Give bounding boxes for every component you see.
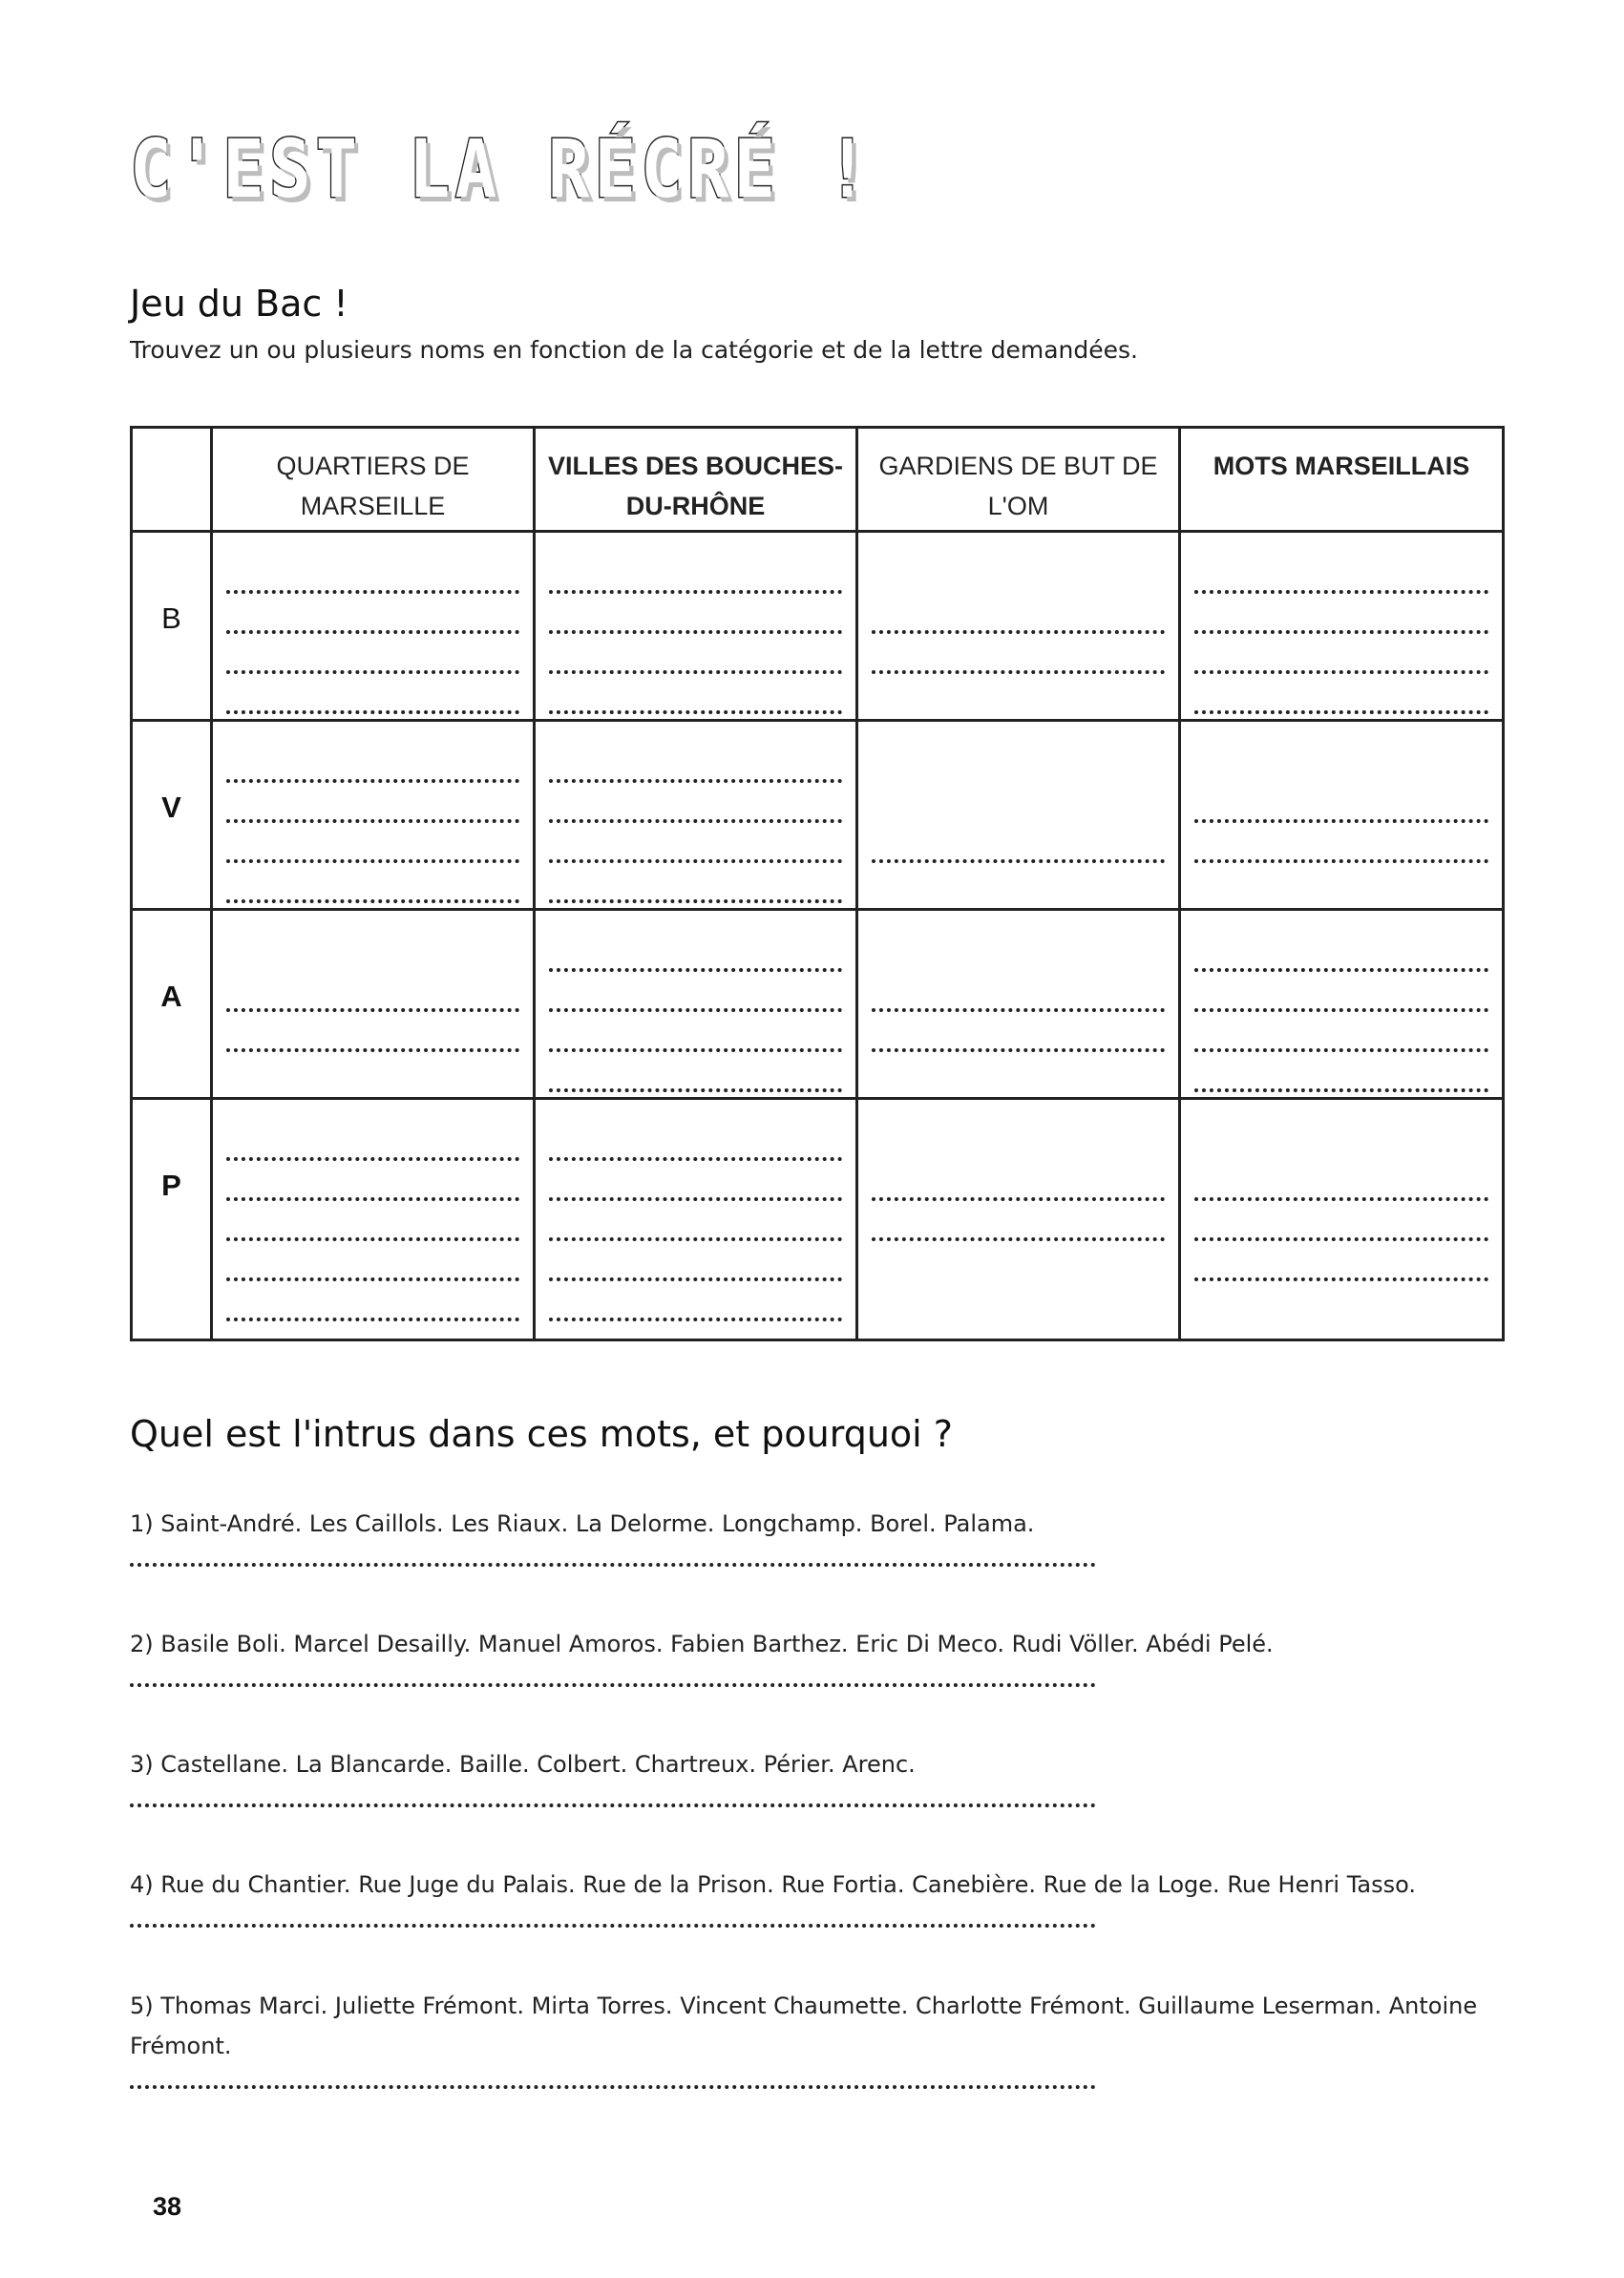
dotted-answer-line[interactable] <box>226 634 519 674</box>
answer-cell[interactable] <box>535 532 857 721</box>
line-spacer <box>226 932 519 972</box>
dotted-answer-line[interactable] <box>226 1012 519 1052</box>
dotted-answer-line[interactable] <box>226 743 519 783</box>
column-header-quartiers: QUARTIERS DE MARSEILLE <box>212 428 535 532</box>
bac-heading: Jeu du Bac ! <box>130 283 348 325</box>
dotted-answer-line[interactable] <box>1194 1241 1488 1281</box>
answer-cell[interactable] <box>1180 910 1504 1099</box>
answer-cell[interactable] <box>535 910 857 1099</box>
answer-cell[interactable] <box>1180 1099 1504 1340</box>
dotted-answer-line[interactable] <box>226 823 519 863</box>
answer-cell[interactable] <box>212 721 535 910</box>
dotted-answer-line[interactable] <box>549 783 842 823</box>
bac-instructions: Trouvez un ou plusieurs noms en fonction de la catégorie et de la lettre demandées. <box>130 336 1138 364</box>
dotted-answer-line[interactable] <box>1194 674 1488 714</box>
dotted-answer-line[interactable] <box>549 932 842 972</box>
corner-cell <box>132 428 212 532</box>
intrus-heading: Quel est l'intrus dans ces mots, et pourquoi ? <box>130 1413 953 1455</box>
dotted-answer-line[interactable] <box>549 1201 842 1241</box>
dotted-answer-line[interactable] <box>549 674 842 714</box>
dotted-answer-line[interactable] <box>226 554 519 594</box>
dotted-answer-line[interactable] <box>1194 554 1488 594</box>
page-number: 38 <box>153 2192 182 2221</box>
bac-header-row <box>132 428 1504 532</box>
intrus-question-text: 5) Thomas Marci. Juliette Frémont. Mirta Torres. Vincent Chaumette. Charlotte Frémont. Guillaume Leserman. Antoine Frémont. <box>130 1993 1478 2059</box>
answer-cell[interactable] <box>535 721 857 910</box>
answer-cell[interactable] <box>1180 721 1504 910</box>
intrus-question-text: 3) Castellane. La Blancarde. Baille. Colbert. Chartreux. Périer. Arenc. <box>130 1751 916 1778</box>
dotted-answer-line[interactable] <box>549 554 842 594</box>
line-spacer <box>872 743 1165 783</box>
dotted-answer-line[interactable] <box>549 743 842 783</box>
line-spacer <box>1194 1121 1488 1161</box>
answer-cell[interactable] <box>857 721 1180 910</box>
row-letter: A <box>132 910 212 1099</box>
dotted-answer-line[interactable] <box>226 674 519 714</box>
answer-cell[interactable] <box>212 1099 535 1340</box>
bac-row <box>132 532 1504 721</box>
page-title: C'EST LA RÉCRÉ ! <box>130 122 874 216</box>
line-spacer <box>872 1121 1165 1161</box>
dotted-answer-line[interactable] <box>872 1201 1165 1241</box>
dotted-answer-line[interactable] <box>549 1281 842 1321</box>
intrus-question <box>130 1865 1495 1928</box>
dotted-answer-line[interactable] <box>549 972 842 1012</box>
dotted-answer-line[interactable] <box>1194 1201 1488 1241</box>
dotted-answer-line[interactable] <box>549 1241 842 1281</box>
answer-line[interactable] <box>130 2066 1096 2089</box>
dotted-answer-line[interactable] <box>226 972 519 1012</box>
answer-line[interactable] <box>130 1544 1096 1567</box>
dotted-answer-line[interactable] <box>226 1201 519 1241</box>
column-header-gardiens: GARDIENS DE BUT DE L'OM <box>857 428 1180 532</box>
row-letter: V <box>132 721 212 910</box>
bac-table <box>130 426 1505 1341</box>
intrus-question <box>130 1744 1495 1807</box>
dotted-answer-line[interactable] <box>549 1121 842 1161</box>
dotted-answer-line[interactable] <box>1194 823 1488 863</box>
intrus-question <box>130 1986 1495 2089</box>
dotted-answer-line[interactable] <box>549 1012 842 1052</box>
dotted-answer-line[interactable] <box>549 1052 842 1092</box>
dotted-answer-line[interactable] <box>226 594 519 634</box>
dotted-answer-line[interactable] <box>226 1161 519 1201</box>
dotted-answer-line[interactable] <box>226 783 519 823</box>
dotted-answer-line[interactable] <box>226 1241 519 1281</box>
bac-row <box>132 1099 1504 1340</box>
dotted-answer-line[interactable] <box>1194 1012 1488 1052</box>
dotted-answer-line[interactable] <box>872 1012 1165 1052</box>
line-spacer <box>1194 743 1488 783</box>
dotted-answer-line[interactable] <box>872 823 1165 863</box>
answer-cell[interactable] <box>212 910 535 1099</box>
dotted-answer-line[interactable] <box>872 972 1165 1012</box>
dotted-answer-line[interactable] <box>226 863 519 903</box>
dotted-answer-line[interactable] <box>549 594 842 634</box>
line-spacer <box>872 554 1165 594</box>
dotted-answer-line[interactable] <box>549 823 842 863</box>
dotted-answer-line[interactable] <box>549 634 842 674</box>
intrus-question-text: 2) Basile Boli. Marcel Desailly. Manuel Amoros. Fabien Barthez. Eric Di Meco. Rudi Völler. Abédi Pelé. <box>130 1631 1274 1657</box>
dotted-answer-line[interactable] <box>1194 783 1488 823</box>
bac-row <box>132 910 1504 1099</box>
answer-cell[interactable] <box>1180 532 1504 721</box>
column-header-villes: VILLES DES BOUCHES-DU-RHÔNE <box>535 428 857 532</box>
dotted-answer-line[interactable] <box>1194 972 1488 1012</box>
bac-row <box>132 721 1504 910</box>
dotted-answer-line[interactable] <box>1194 1052 1488 1092</box>
answer-cell[interactable] <box>857 910 1180 1099</box>
intrus-question-text: 1) Saint-André. Les Caillols. Les Riaux. La Delorme. Longchamp. Borel. Palama. <box>130 1510 1035 1537</box>
dotted-answer-line[interactable] <box>1194 1161 1488 1201</box>
intrus-question <box>130 1504 1495 1567</box>
answer-cell[interactable] <box>535 1099 857 1340</box>
dotted-answer-line[interactable] <box>1194 594 1488 634</box>
answer-cell[interactable] <box>857 532 1180 721</box>
row-letter: P <box>132 1099 212 1340</box>
dotted-answer-line[interactable] <box>226 1121 519 1161</box>
answer-line[interactable] <box>130 1784 1096 1807</box>
dotted-answer-line[interactable] <box>1194 634 1488 674</box>
answer-cell[interactable] <box>212 532 535 721</box>
dotted-answer-line[interactable] <box>872 634 1165 674</box>
answer-line[interactable] <box>130 1664 1096 1687</box>
line-spacer <box>872 783 1165 823</box>
column-header-mots: MOTS MARSEILLAIS <box>1180 428 1504 532</box>
answer-cell[interactable] <box>857 1099 1180 1340</box>
dotted-answer-line[interactable] <box>549 1161 842 1201</box>
dotted-answer-line[interactable] <box>872 1161 1165 1201</box>
bac-table-body <box>132 532 1504 1340</box>
dotted-answer-line[interactable] <box>226 1281 519 1321</box>
line-spacer <box>872 932 1165 972</box>
row-letter: B <box>132 532 212 721</box>
dotted-answer-line[interactable] <box>549 863 842 903</box>
dotted-answer-line[interactable] <box>1194 932 1488 972</box>
answer-line[interactable] <box>130 1905 1096 1928</box>
dotted-answer-line[interactable] <box>872 594 1165 634</box>
intrus-question <box>130 1624 1495 1687</box>
intrus-question-text: 4) Rue du Chantier. Rue Juge du Palais. Rue de la Prison. Rue Fortia. Canebière. Rue de la Loge. Rue Henri Tasso. <box>130 1871 1416 1898</box>
